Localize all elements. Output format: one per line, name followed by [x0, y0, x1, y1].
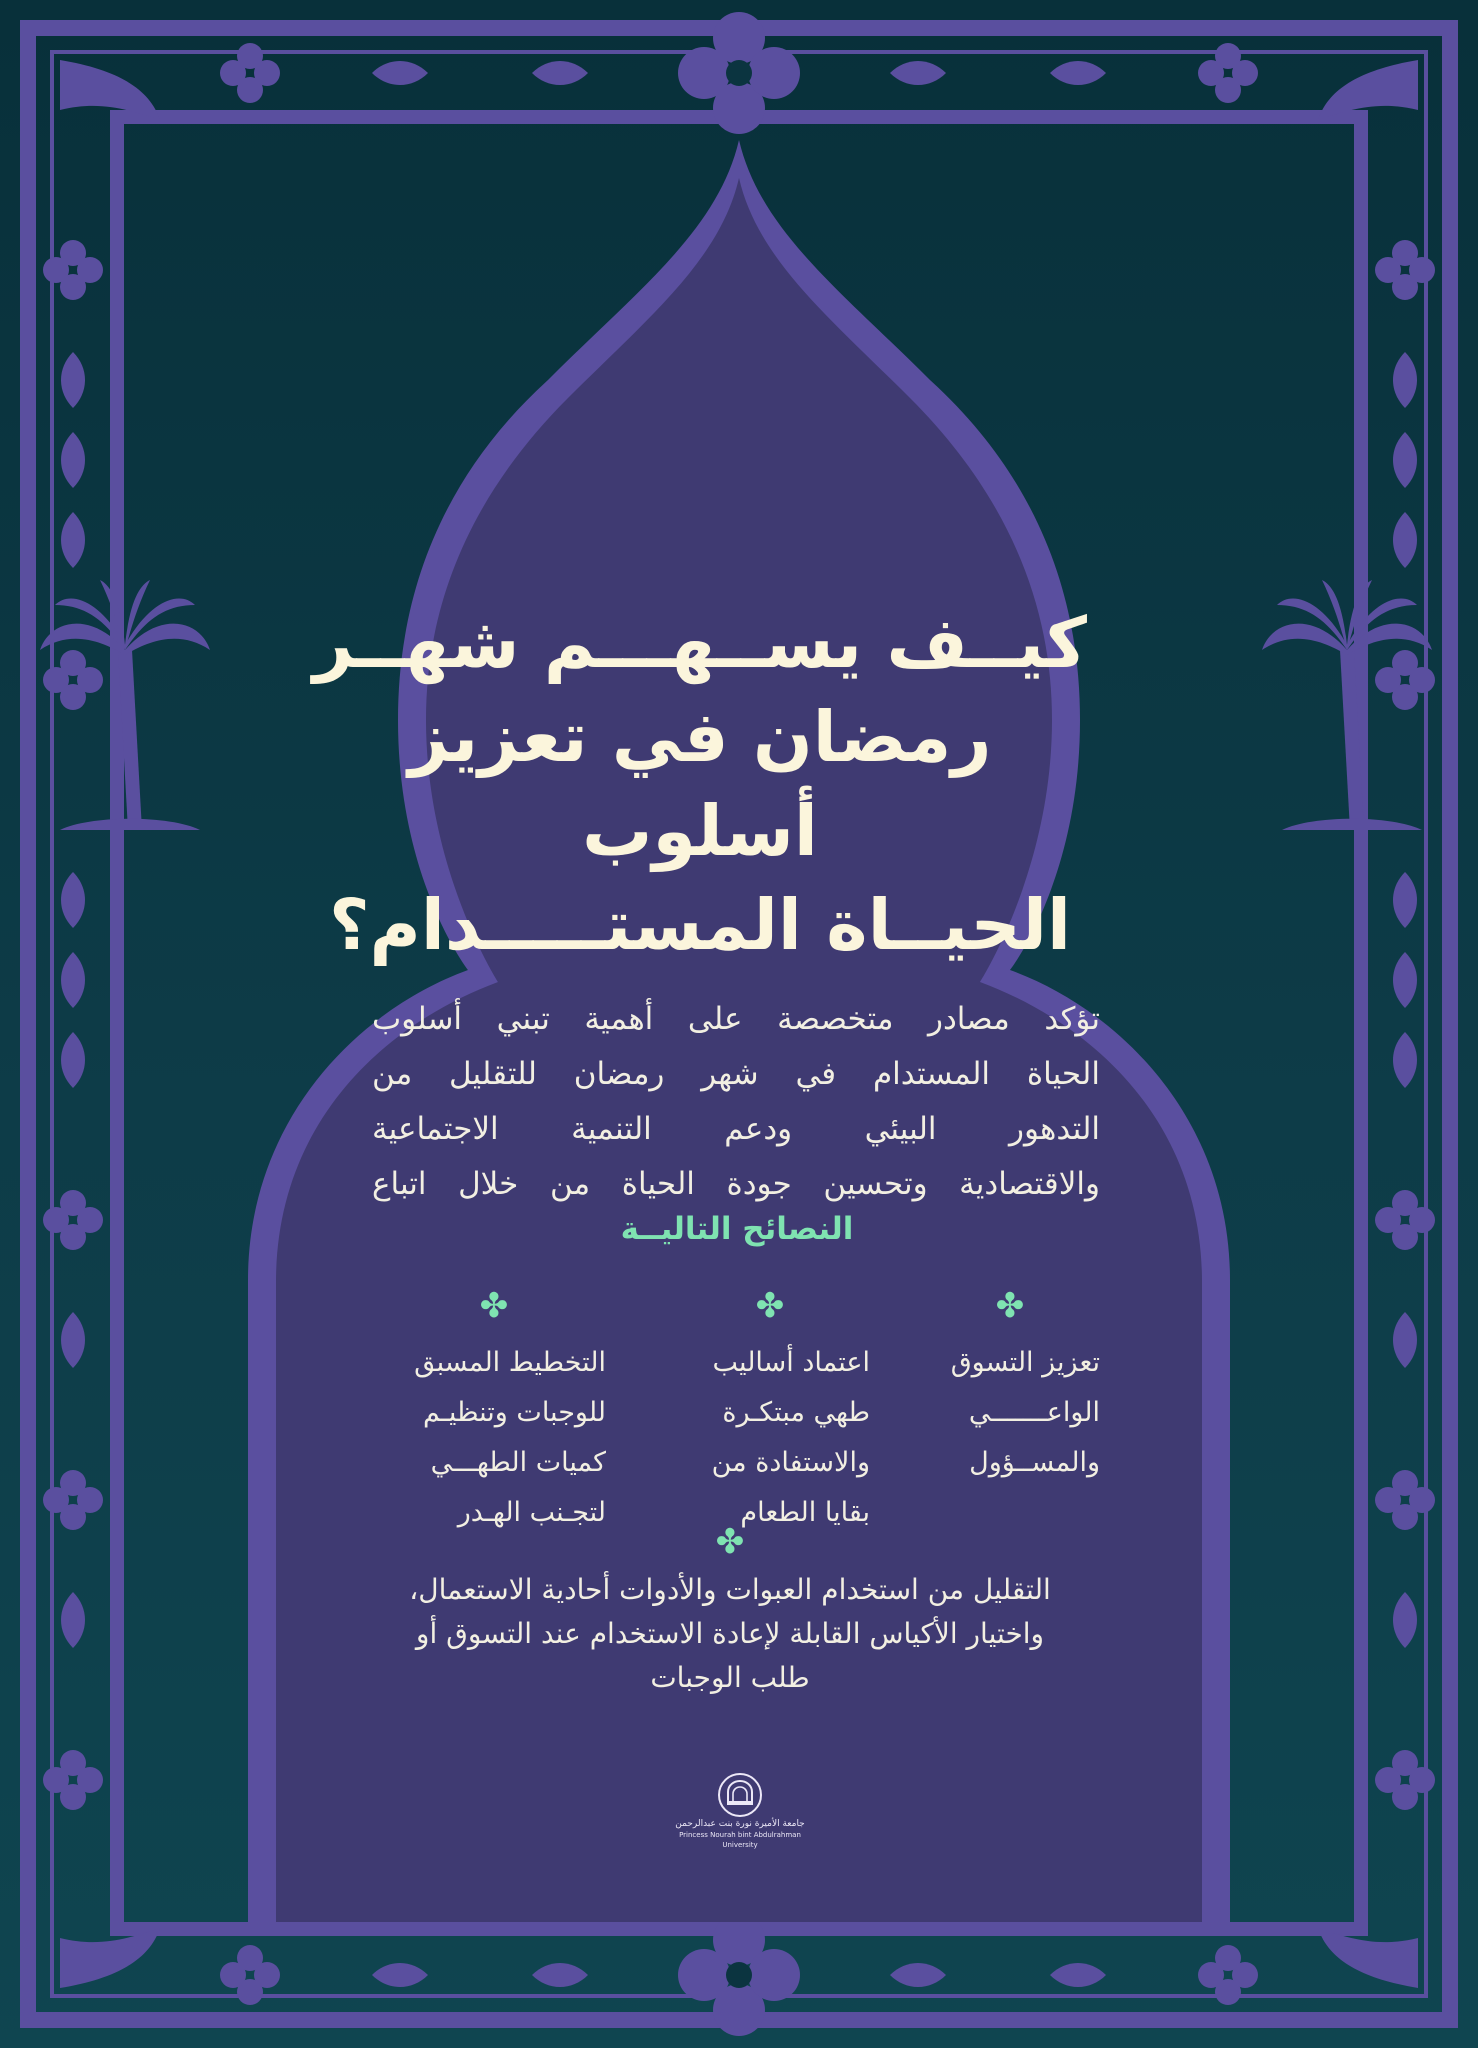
tip-2-line: والاستفادة من: [711, 1447, 870, 1478]
title-line-1: كيــف يســهـــم شهــر: [313, 602, 1087, 684]
page-title: [300, 596, 1100, 972]
tip-1-line: تعزيز التسوق: [950, 1347, 1100, 1378]
tip-1-line: والمســؤول: [969, 1447, 1100, 1478]
tip-3-line: للوجبات وتنظيـم: [422, 1397, 606, 1428]
logo-name-arabic: جامعة الأميرة نورة بنت عبدالرحمن: [675, 1819, 805, 1829]
tip-2-line: اعتماد أساليب: [712, 1347, 870, 1378]
flower-bullet-icon: ✤: [715, 1522, 745, 1562]
tip-3-line: لتجـنب الهـدر: [457, 1497, 606, 1528]
intro-paragraph: [372, 992, 1100, 1212]
flower-bullet-icon: ✤: [995, 1286, 1025, 1326]
intro-line-4: والاقتصادية وتحسين جودة الحياة من خلال اتباع: [372, 1166, 1100, 1202]
tip-2-line: طهي مبتكـرة: [722, 1397, 870, 1428]
tip-4-line: طلب الوجبات: [650, 1661, 810, 1694]
tip-card-2: [670, 1286, 870, 1538]
tip-4-line: التقليل من استخدام العبوات والأدوات أحادية الاستعمال،: [409, 1573, 1051, 1606]
logo-name-english: Princess Nourah bint Abdulrahman University: [679, 1831, 801, 1849]
tip-card-1: [920, 1286, 1100, 1488]
intro-line-3: التدهور البيئي ودعم التنمية الاجتماعية: [372, 1111, 1100, 1147]
title-line-3: الحيــاة المستـــــدام؟: [328, 884, 1072, 966]
intro-line-1: تؤكد مصادر متخصصة على أهمية تبني أسلوب: [372, 1001, 1100, 1037]
tip-card-3: [382, 1286, 606, 1538]
university-logo: [670, 1772, 810, 1850]
tip-card-4: [360, 1522, 1100, 1700]
tip-2-line: بقايا الطعام: [740, 1497, 870, 1528]
tip-3-line: كميات الطهـــي: [430, 1447, 606, 1478]
tip-1-line: الواعـــــــي: [968, 1397, 1100, 1428]
intro-highlight: النصائح التاليــة: [620, 1211, 854, 1247]
flower-bullet-icon: ✤: [755, 1286, 785, 1326]
title-line-2: رمضان في تعزيز أسلوب: [408, 696, 992, 872]
tip-4-line: واختيار الأكياس القابلة لإعادة الاستخدام عند التسوق أو: [415, 1617, 1045, 1650]
university-emblem-icon: [717, 1772, 763, 1818]
intro-line-2: الحياة المستدام في شهر رمضان للتقليل من: [372, 1056, 1100, 1092]
flower-bullet-icon: ✤: [479, 1286, 509, 1326]
tip-3-line: التخطيط المسبق: [414, 1347, 606, 1378]
